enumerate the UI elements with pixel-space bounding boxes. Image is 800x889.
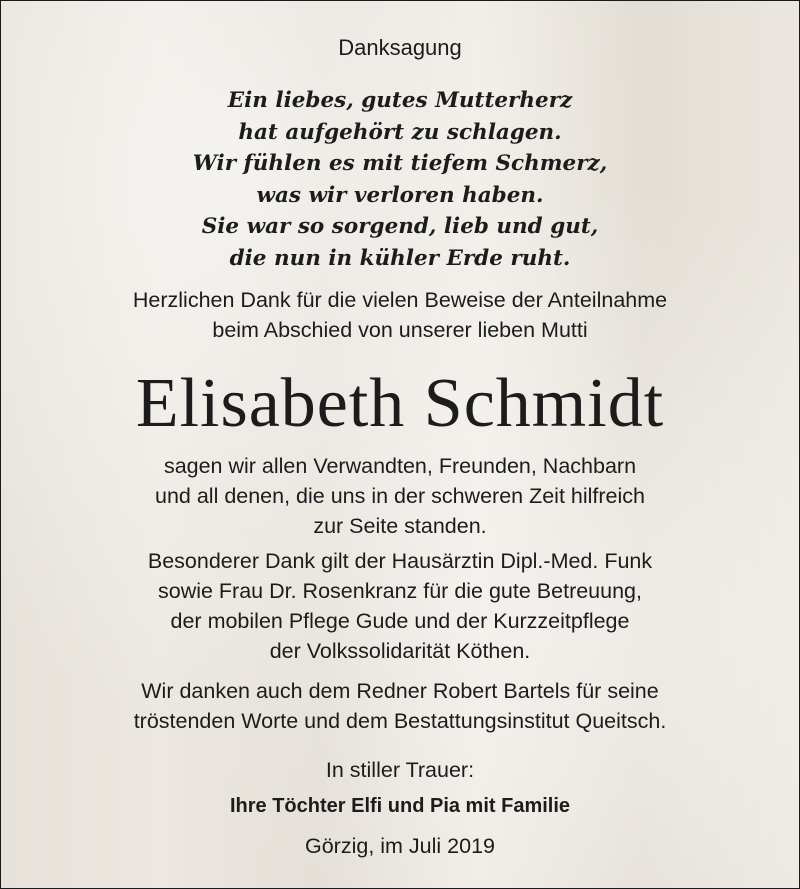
thanks-line: zur Seite standen. xyxy=(313,514,487,538)
mourning-line: In stiller Trauer: xyxy=(325,758,475,782)
thanks-intro xyxy=(1,285,799,345)
thanks-line: Besonderer Dank gilt der Hausärztin Dipl.-Med. Funk xyxy=(147,549,653,573)
thanks-line: der mobilen Pflege Gude und der Kurzzeitpflege xyxy=(170,609,630,633)
poem-line: was wir verloren haben. xyxy=(256,182,544,208)
poem-line: die nun in kühler Erde ruht. xyxy=(229,245,571,271)
poem-line: Wir fühlen es mit tiefem Schmerz, xyxy=(192,151,608,176)
memorial-poem xyxy=(1,85,799,274)
thanks-line: der Volkssolidarität Köthen. xyxy=(269,639,531,663)
poem-line: Sie war so sorgend, lieb und gut, xyxy=(201,214,599,239)
notice-heading: Danksagung xyxy=(338,35,462,60)
intro-line: Herzlichen Dank für die vielen Beweise der Anteilnahme xyxy=(132,288,668,312)
thanks-special xyxy=(1,546,799,666)
thanks-line: sagen wir allen Verwandten, Freunden, Nachbarn xyxy=(163,454,637,478)
thanks-line: tröstenden Worte und dem Bestattungsinstitut Queitsch. xyxy=(133,709,667,733)
thanks-speaker xyxy=(1,676,799,736)
thanks-line: Wir danken auch dem Redner Robert Bartels für seine xyxy=(141,679,659,703)
intro-line: beim Abschied von unserer lieben Mutti xyxy=(212,318,588,342)
thanks-line: und all denen, die uns in der schweren Zeit hilfreich xyxy=(154,484,645,508)
poem-line: Ein liebes, gutes Mutterherz xyxy=(227,88,573,113)
thanks-line: sowie Frau Dr. Rosenkranz für die gute Betreuung, xyxy=(157,579,642,603)
family-signature: Ihre Töchter Elfi und Pia mit Familie xyxy=(229,795,571,817)
poem-line: hat aufgehört zu schlagen. xyxy=(238,119,562,145)
place-date: Görzig, im Juli 2019 xyxy=(305,834,495,858)
thanks-general xyxy=(1,451,799,541)
deceased-name: Elisabeth Schmidt xyxy=(135,365,665,442)
